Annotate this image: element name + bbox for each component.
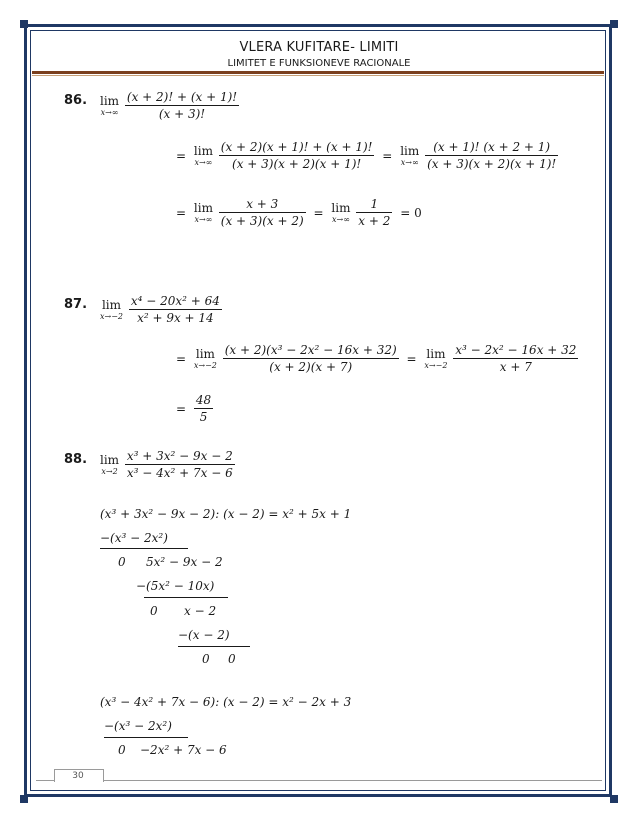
division-underline: [144, 597, 228, 598]
problem-86-step-1: = lim x→∞ $\frac{(x + 2)(x + 1)! + (x + 1)!}{(x + 3)(x + 2)(x + 1)!}$ = lim x→∞ $\frac{(x + 1)! (x + 2 + 1)}{(x + 3)(x + 2)(x + 1)!}$: [176, 140, 557, 171]
frame-corner: [610, 795, 618, 803]
division-1-subtract-2: −(5x² − 10x): [136, 579, 215, 593]
division-1-subtract-1: −(x³ − 2x²): [100, 531, 168, 545]
division-1-remainder-zero: 0: [228, 652, 236, 666]
division-1-remainder-1: 5x² − 9x − 2: [146, 555, 223, 569]
header-rule-thin: [32, 75, 604, 76]
footer-rule: [36, 780, 602, 781]
division-1-line: (x³ + 3x² − 9x − 2): (x − 2) = x² + 5x + 1: [100, 507, 352, 521]
header-rule: [32, 71, 604, 74]
division-2-line: (x³ − 4x² + 7x − 6): (x − 2) = x² − 2x + 3: [100, 695, 352, 709]
problem-87-step-1: = lim x→−2 $\frac{\text{(x + 2)(x³ − 2x² − 16x + 32)}}{(x + 2)(x + 7)}$ = lim x→−2 $\frac{\text{x³ − 2x² − 16x + 32}}{x + 7}$: [176, 343, 577, 374]
page-subtitle: LIMITET E FUNKSIONEVE RACIONALE: [227, 58, 411, 69]
division-2-remainder-1: −2x² + 7x − 6: [140, 743, 227, 757]
page-number: 30: [72, 771, 84, 781]
division-1-remainder-zero: 0: [118, 555, 126, 569]
division-2-subtract-1: −(x³ − 2x²): [104, 719, 172, 733]
division-1-remainder-zero: 0: [202, 652, 210, 666]
problem-number: 86.: [64, 93, 88, 108]
division-1-remainder-2: x − 2: [184, 604, 217, 618]
division-1-remainder-zero: 0: [150, 604, 158, 618]
problem-87-step-2: = $\frac{48}{5}$: [176, 393, 212, 424]
division-2-remainder-zero: 0: [118, 743, 126, 757]
problem-number: 87.: [64, 297, 88, 312]
division-underline: [100, 548, 188, 549]
problem-88-statement: lim x→2 $\frac{\text{x³ + 3x² − 9x − 2}}{\text{x³ − 4x² + 7x − 6}}$: [100, 449, 233, 480]
problem-number: 88.: [64, 452, 88, 467]
problem-87-statement: lim x→−2 $\frac{\text{x⁴ − 20x² + 64}}{\text{x² + 9x + 14}}$: [100, 294, 220, 325]
page-title: VLERA KUFITARE- LIMITI: [239, 40, 399, 55]
frame-corner: [20, 795, 28, 803]
frame-corner: [610, 20, 618, 28]
division-underline: [178, 646, 250, 647]
problem-86-statement: lim x→∞ $\frac{(x + 2)! + (x + 1)!}{(x + 3)!}$: [100, 90, 238, 121]
problem-86-step-2: = lim x→∞ $\frac{x + 3}{(x + 3)(x + 2)}$ = lim x→∞ $\frac{1}{x + 2}$ = 0: [176, 197, 422, 228]
division-underline: [104, 737, 188, 738]
division-1-subtract-3: −(x − 2): [178, 628, 230, 642]
frame-corner: [20, 20, 28, 28]
